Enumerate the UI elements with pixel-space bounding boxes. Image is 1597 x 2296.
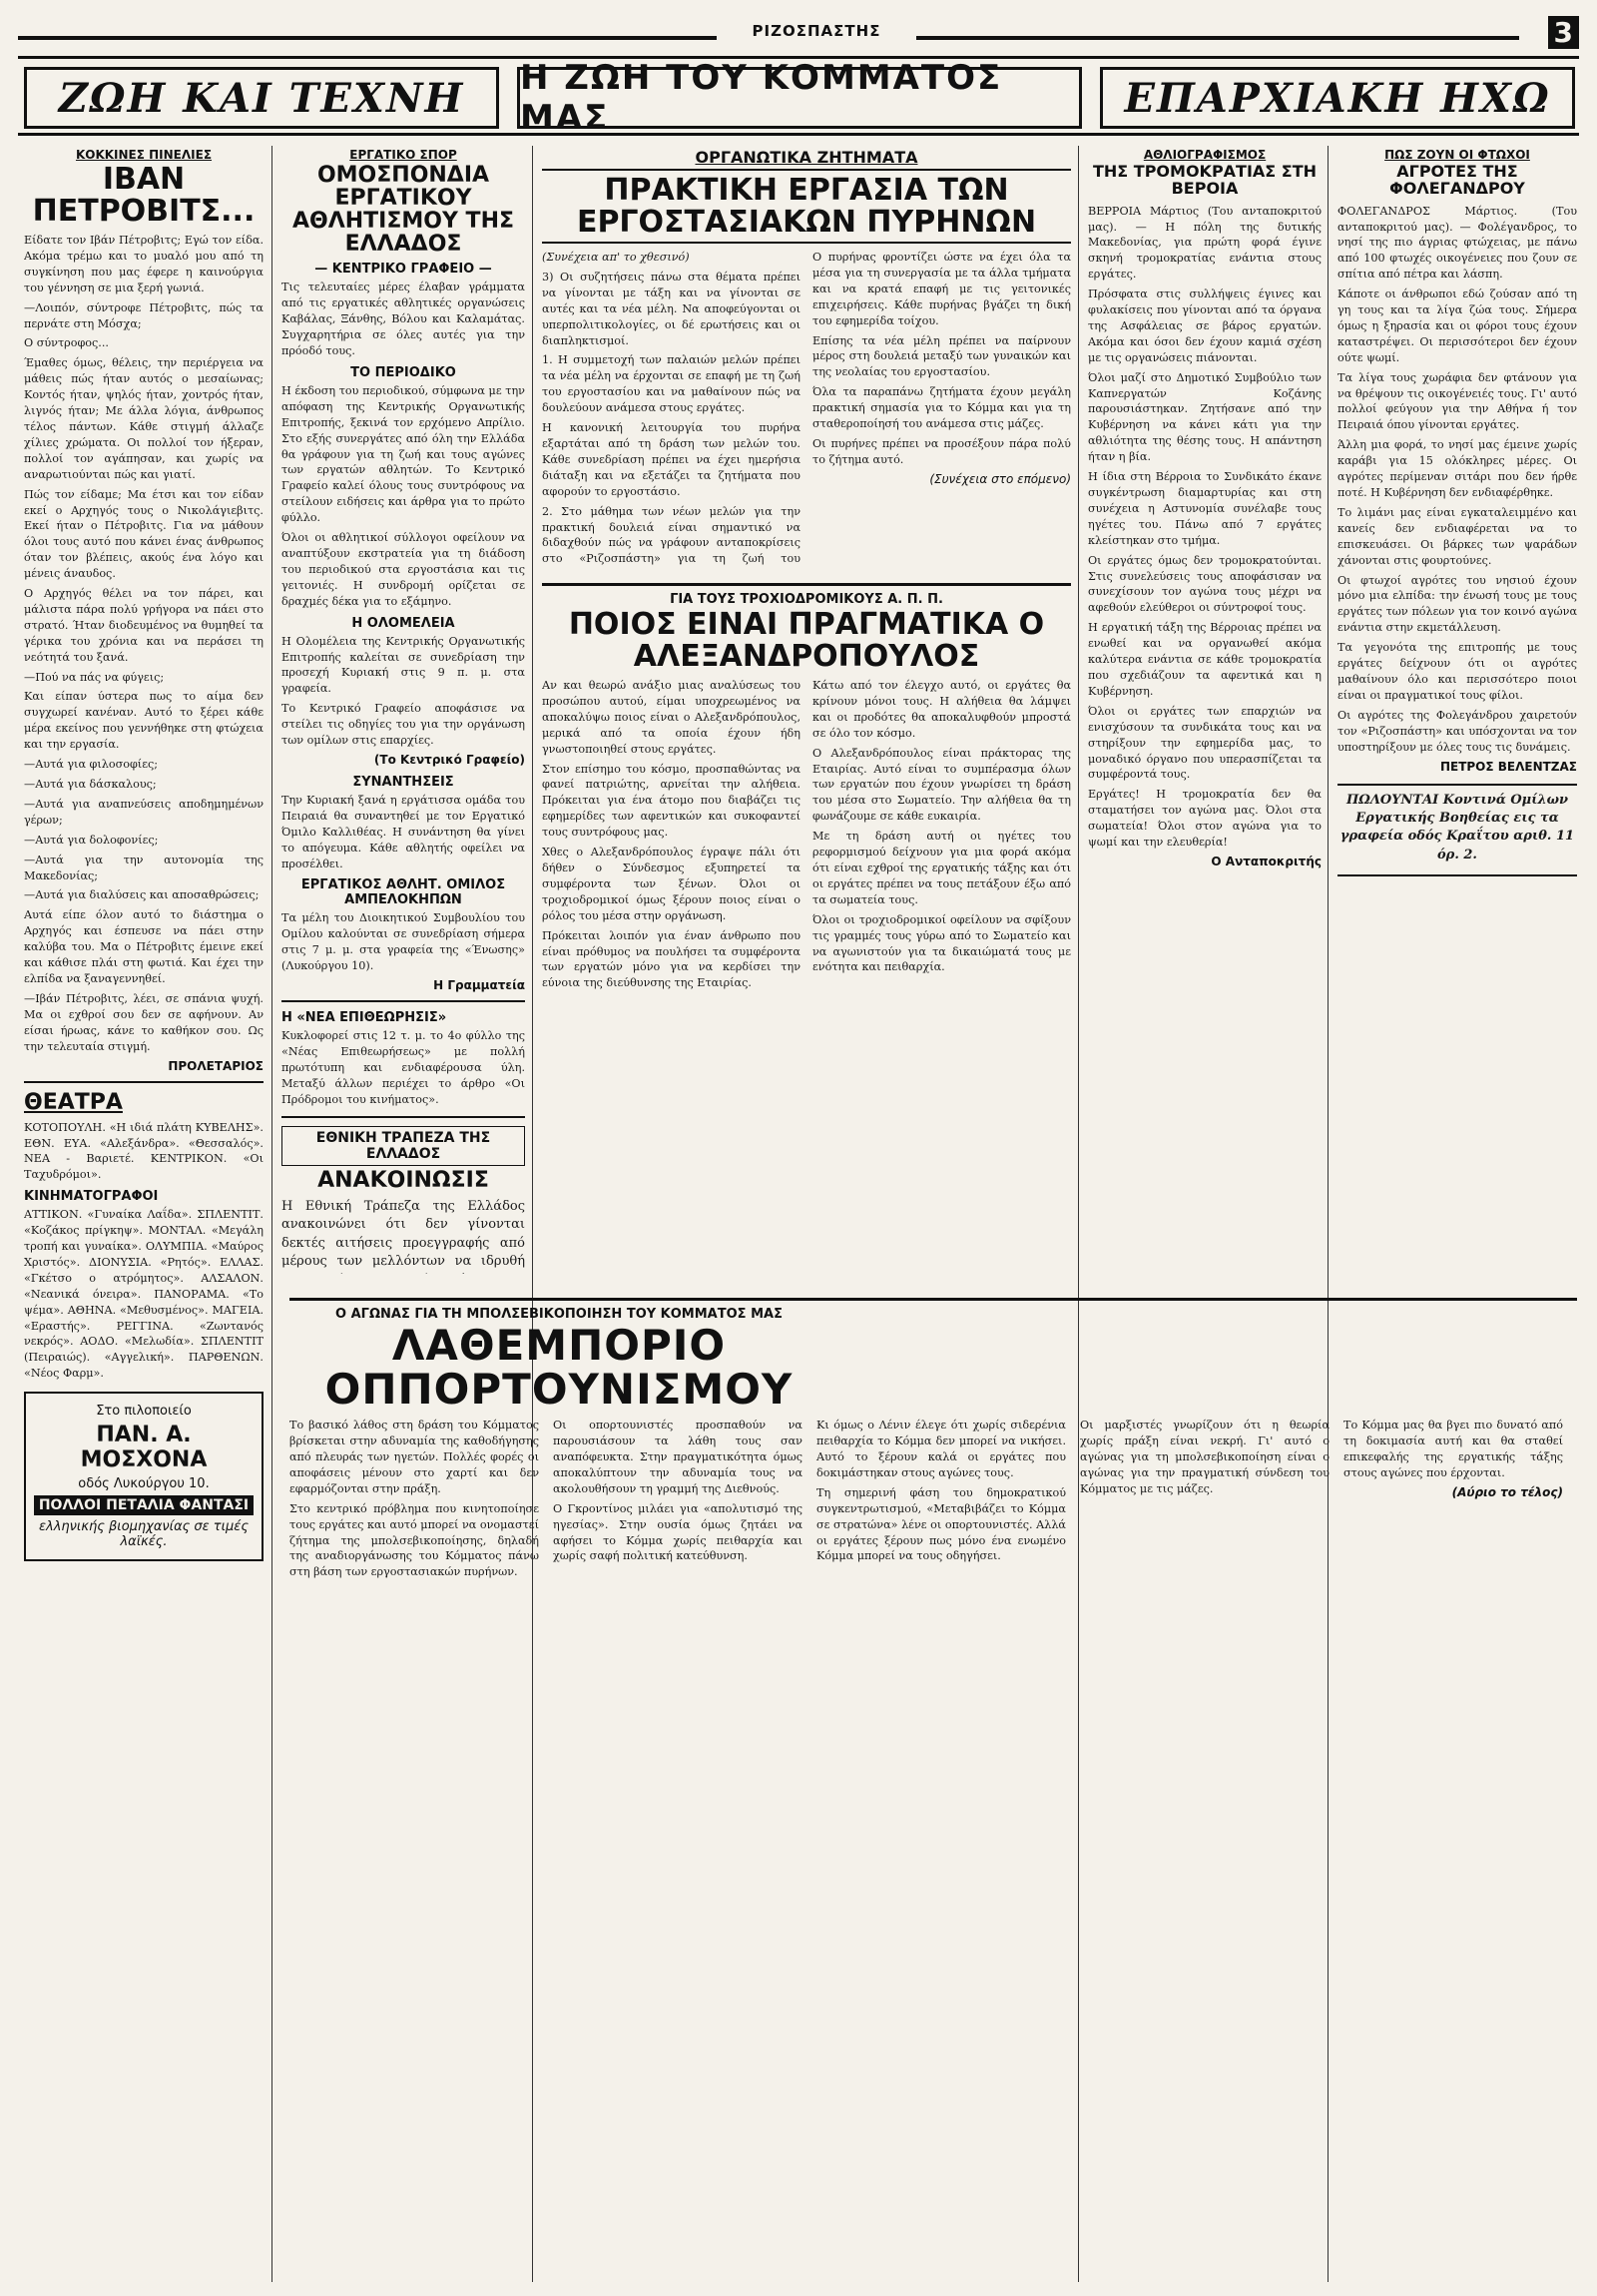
paragraph: Η ίδια στη Βέρροια το Συνδικάτο έκανε συγκέντρωση διαμαρτυρίας και στη συνέχεια η Αστυνομία συνέλαβε τους ηγέτες του. Πάνω από 7 εργάτες κλείστηκαν στο τμήμα. [1088,470,1322,547]
list-item: —Αυτά για δολοφονίες; [24,833,159,847]
paragraph: Τη σημερινή φάση του δημοκρατικού συγκεντρωτισμού, «Μεταβιβάζει το Κόμμα σε στρατώνα» λένε οι οπορτουνιστές. Αλλά οι εργάτες ξέρουν πως μόνο ένα ενωμένο Κόμμα μπορεί να τους οδηγήσει. [816,1485,1066,1563]
paragraph: Όλοι μαζί στο Δημοτικό Συμβούλιο των Καπνεργατών Κοζάνης παρουσιάστηκαν. Ζητήσανε από την Κυβέρνηση να κάνει κάτι για την αθλιότητα της θέσης τους. Η απάντηση ήταν η βία. [1088,370,1322,464]
ad-address: οδός Λυκούργου 10. [78,1476,210,1492]
column-workers-sport [281,146,525,1274]
paragraph: Και είπαν ύστερα πως το αίμα δεν συγχωρεί κανέναν. Αυτό το ξέρει κάθε μέρα εκείνος που γεννήθηκε στη φτώχεια και την εργασία. [24,690,264,752]
paragraph: Πρόσφατα στις συλλήψεις έγινες και φυλακίσεις που γίνονται από τα όργανα της Ασφάλειας σε βάρος εργατών. Ακόμα και όσοι δεν έχουν καμιά σχέση με τις οργανώσεις πιάνονται. [1088,287,1322,364]
article-headline: ΟΜΟΣΠΟΝΔΙΑ ΕΡΓΑΤΙΚΟΥ ΑΘΛΗΤΙΣΜΟΥ ΤΗΣ ΕΛΛΑΔΟΣ [291,163,515,258]
paragraph: Κάτω από τον έλεγχο αυτό, οι εργάτες θα κρίνουν μόνοι τους. Η αλήθεια θα λάμψει και οι προδότες θα αποκαλυφθούν μπροστά σε όλο τον κόσμο. [812,679,1071,740]
paragraph: Τα μέλη του Διοικητικού Συμβουλίου του Ομίλου καλούνται σε συνεδρίαση σήμερα στις 7 μ. μ. στα γραφεία της «Ένωσης» (Λυκούργου 10). [281,911,525,973]
paragraph: Κυκλοφορεί στις 12 τ. μ. το 4ο φύλλο της «Νέας Επιθεωρήσεως» με πολλή πρωτότυπη και ενδιαφέρουσα ύλη. Μεταξύ άλλων περιέχει το άρθρο «Οι Πρόδρομοι του κινήματος». [281,1029,525,1106]
divider [281,1116,525,1118]
paragraph: Οι μαρξιστές γνωρίζουν ότι η θεωρία χωρίς πράξη είναι νεκρή. Γι' αυτό ο αγώνας για τη μπολσεβικοποίηση είναι ο αγώνας για την πραγματική σύνδεση του Κόμματος με τις μάζες. [1080,1419,1330,1495]
list-item: —Αυτά για αναπνεύσεις αποδημημένων γέρων; [24,797,264,827]
paragraph: Το βασικό λάθος στη δράση του Κόμματος βρίσκεται στην αδυναμία της καθοδήγησης από πλευράς των ηγετών. Πολλές φορές οι αποφάσεις μένουν στο χαρτί και δεν εφαρμόζονται στην πράξη. [289,1419,539,1495]
paragraph: Την Κυριακή ξανά η εργάτισσα ομάδα του Πειραιά θα συναντηθεί με τον Εργατικό Όμιλο Καλλιθέας. Η συνάντηση θα γίνει το απόγευμα. Κάθε αθλητής οφείλει να προσέλθει. [281,793,525,870]
section-party-life: Η ΖΩΗ ΤΟΥ ΚΟΜΜΑΤΟΣ ΜΑΣ [517,67,1082,129]
article-signature: ΠΡΟΛΕΤΑΡΙΟΣ [168,1058,264,1073]
paragraph: —Ιβάν Πέτροβιτς, λέει, σε σπάνια ψυχή. Μα οι εχθροί σου δεν σε αφήνουν. Αν είσαι ήρωας, κάνε το καθήκον σου. Ως την τελευταία στιγμή. [24,991,264,1053]
article-column [542,250,800,565]
paragraph: Όλοι οι εργάτες των επαρχιών να ενισχύσουν τα συνδικάτα τους και να στηρίξουν την εφημερίδα μας, το μοναδικό όργανο που υπερασπίζεται τα συμφέροντά τους. [1088,704,1322,782]
continuation: (Συνέχεια στο επόμενο) [929,471,1071,486]
ad-highlight: ΠΟΛΛΟΙ ΠΕΤΑΛΙΑ ΦΑΝΤΑΣΙ [34,1495,254,1515]
article-column [553,1418,802,1584]
article-signature: Ο Ανταποκριτής [1211,854,1322,868]
paragraph: Επίσης τα νέα μέλη πρέπει να παίρνουν μέρος στη δουλειά μεταξύ των γυναικών και της νεολαίας του εργοστασίου. [812,333,1071,379]
paragraph: Οι αγρότες της Φολεγάνδρου χαιρετούν τον «Ριζοσπάστη» και υπόσχονται να τον υποστηρίξουν με όλες τους τις δυνάμεις. [1337,708,1577,754]
section-life-and-art: ΖΩΗ ΚΑΙ ΤΕΧΝΗ [24,67,499,129]
masthead-rule-left [18,36,717,40]
signature: Η Γραμματεία [433,978,525,993]
list-item: —Αυτά για διαλύσεις και αποσαθρώσεις; [24,888,260,902]
article-column [289,1418,539,1584]
paragraph: Στον επίσημο του κόσμο, προσπαθώντας να φανεί πατριώτης, αρνείται την αλήθεια. Πρόκειται για ένα άτομο που διαβάζει τις εφημερίδες των αφεντικών και συκοφαντεί τους συντρόφους μας. [542,762,800,840]
article-columns [542,250,1071,565]
theatre-title: ΘΕΑΤΡΑ [24,1089,123,1115]
paragraph: Πρόκειται λοιπόν για έναν άνθρωπο που είναι πρόθυμος να πουλήσει τα συμφέροντα των εργατών μόνο για να κερδίσει την εύνοια της διεύθυνσης της Εταιρίας. [542,928,800,990]
paragraph: Οι οπορτουνιστές προσπαθούν να παρουσιάσουν τα λάθη τους σαν αναπόφευκτα. Στην πραγματικότητα όμως αποκαλύπτουν την αδυναμία τους να ακολουθήσουν τη γραμμή της Διεθνούς. [553,1419,802,1495]
article-headline: ΑΓΡΟΤΕΣ ΤΗΣ ΦΟΛΕΓΑΝΔΡΟΥ [1389,162,1525,198]
list-item: —Αυτά για δάσκαλους; [24,778,157,791]
section-provincial-echo: ΕΠΑΡΧΙΑΚΗ ΗΧΩ [1100,67,1575,129]
article-kicker: ΓΙΑ ΤΟΥΣ ΤΡΟΧΙΟΔΡΟΜΙΚΟΥΣ Α. Π. Π. [670,592,943,607]
article-kicker: ΑΘΛΙΟΓΡΑΦΙΣΜΟΣ [1143,148,1267,162]
paragraph: Οι εργάτες όμως δεν τρομοκρατούνται. Στις συνελεύσεις τους αποφάσισαν να συνεχίσουν τον αγώνα τους μέχρι να αφεθούν ελεύθεροι οι σύντροφοί τους. [1088,553,1322,615]
ad-tail: ελληνικής βιομηχανίας σε τιμές λαϊκές. [39,1519,249,1550]
paragraph: Το Κόμμα μας θα βγει πιο δυνατό από τη δοκιμασία αυτή και θα σταθεί επικεφαλής της εργατικής τάξης στους αγώνες που έρχονται. [1343,1419,1563,1479]
article-column [812,678,1071,995]
article-headline: ΠΟΙΟΣ ΕΙΝΑΙ ΠΡΑΓΜΑΤΙΚΑ Ο ΑΛΕΞΑΝΔΡΟΠΟΥΛΟΣ [568,607,1045,674]
subheading: ΤΟ ΠΕΡΙΟΔΙΚΟ [350,364,456,380]
article-headline: ΠΡΑΚΤΙΚΗ ΕΡΓΑΣΙΑ ΤΩΝ ΕΡΓΟΣΤΑΣΙΑΚΩΝ ΠΥΡΗΝΩΝ [542,169,1071,244]
paragraph: Η έκδοση του περιοδικού, σύμφωνα με την απόφαση της Κεντρικής Οργανωτικής Επιτροπής, ξεκινά τον ερχόμενο Απρίλιο. Στο εξής συνεργάτες από όλη την Ελλάδα θα γράφουν για τη ζωή και τους αγώνες των εργατών αθλητών. Το Κεντρικό Γραφείο καλεί όλους τους συντρόφους να στείλουν ειδήσεις και άρθρα για το πρώτο φύλλο. [281,383,525,525]
paragraph: Αυτά είπε όλον αυτό το διάστημα ο Αρχηγός και έσπευσε να πάει στην καλύβα του. Μα ο Πέτροβιτς έμεινε εκεί και κάθισε πλάι στη φωτιά. Και έχει την ελπίδα να ξαναγεννηθεί. [24,908,264,985]
paragraph: Οι φτωχοί αγρότες του νησιού έχουν μόνο μια ελπίδα: την ένωσή τους με τους εργάτες των πόλεων για τον κοινό αγώνα ενάντια στην εκμετάλλευση. [1337,573,1577,635]
article-column [1080,1418,1330,1584]
ad-intro: Στο πιλοποιείο [96,1404,192,1420]
paragraph: Άλλη μια φορά, το νησί μας έμεινε χωρίς καράβι για 15 ολόκληρες μέρες. Οι αγρότες περίμεναν σιτάρι που δεν ήρθε ποτέ. Η Κυβέρνηση δεν ενδιαφέρθηκε. [1337,438,1577,499]
paragraph: Αν και θεωρώ ανάξιο μιας αναλύσεως του προσώπου αυτού, είμαι υποχρεωμένος να αποκαλύψω ποιος είναι ο Αλεξανδρόπουλος, μερικά από τα οποία έχουν ήδη γνωστοποιηθεί στους εργάτες. [542,679,800,756]
column-organisational [542,146,1071,565]
list-item: —Αυτά για φιλοσοφίες; [24,758,159,772]
subheading: Η ΟΛΟΜΕΛΕΙΑ [351,615,455,631]
paragraph: Το Κεντρικό Γραφείο αποφάσισε να στείλει τις οδηγίες του για την οργάνωση των ομίλων στις επαρχίες. [281,702,525,748]
article-alexandropoulos [542,583,1071,1285]
paragraph: Κάποτε οι άνθρωποι εδώ ζούσαν από τη γη τους και τα λίγα ζώα τους. Σήμερα όμως η ξηρασία και οι φόροι τους έχουν καταστρέψει. Οι περισσότεροι δεν έχουν ούτε ψωμί. [1337,287,1577,364]
paragraph: Οι πυρήνες πρέπει να προσέξουν πάρα πολύ το ζήτημα αυτό. [812,436,1071,466]
masthead [18,8,1579,52]
paragraph: Χθες ο Αλεξανδρόπουλος έγραψε πάλι ότι δήθεν ο Σύνδεσμος εξυπηρετεί τα συμφέροντα των ξένων. Όλοι οι τροχιοδρομικοί όμως ξέρουν ποιος είναι ο ρόλος του μέσα στην οργάνωση. [542,846,800,922]
article-columns [289,1418,1577,1584]
divider [24,1081,264,1083]
article-columns [542,678,1071,995]
paragraph: Στο κεντρικό πρόβλημα που κινητοποίησε τους εργάτες και αυτό μπορεί να ονομαστεί ζήτημα της μπολσεβικοποίησης, δηλαδή της αναδιοργάνωσης του Κόμματος πάνω στη βάση των εργοστασιακών πυρήνων. [289,1501,539,1579]
paragraph: —Λοιπόν, σύντροφε Πέτροβιτς, πώς τα περνάτε στη Μόσχα; [24,300,264,330]
section-headers [18,56,1579,136]
subheading: ΣΥΝΑΝΤΗΣΕΙΣ [352,774,454,790]
cinema-listing: ΑΤΤΙΚΟΝ. «Γυναίκα Λαΐδα». ΣΠΛΕΝΤΙΤ. «Κοζάκος πρίγκηψ». ΜΟΝΤΑΛ. «Μεγάλη τροπή και γυναίκα». ΟΛΥΜΠΙΑ. «Μαύρος Χριστός». ΔΙΟΝΥΣΙΑ. «Ρητός». ΕΛΛΑΣ. «Γκέτσο ο ατρόμητος». ΑΛΣΑΛΟΝ. «Νεανικά όνειρα». ΠΑΝΟΡΑΜΑ. «Το ψέμα». ΑΘΗΝΑ. «Μεθυσμένος». ΜΑΓΕΙΑ. «Εραστής». ΡΕΓΓΙΝΑ. «Ζωντανός νεκρός». ΑΟΔΟ. «Μελωδία». ΣΠΛΕΝΤΙΤ (Πειραιώς). «Αγγελική». ΠΑΡΘΕΝΩΝ. «Νέος Φαρμ». [24,1208,264,1381]
paragraph: Είδατε τον Ιβάν Πέτροβιτς; Εγώ τον είδα. Ακόμα τρέμω και το μυαλό μου από τη συγκίνηση που μας έφερε η καινούργια του γέννηση σε μια ξερή γωνιά. [24,234,264,294]
theatre-listing: ΚΟΤΟΠΟΥΛΗ. «Η ιδιά πλάτη ΚΥΒΕΛΗΣ». ΕΘΝ. ΕΥΑ. «Αλεξάνδρα». «Θεσσαλός». ΝΕΑ - Βαριετέ. ΚΕΝΤΡΙΚΟΝ. «Οι Ταχυδρόμοι». [24,1120,264,1182]
list-item: —Αυτά για την αυτονομία της Μακεδονίας; [24,853,264,882]
divider [281,1000,525,1002]
paragraph: 3) Οι συζητήσεις πάνω στα θέματα πρέπει να γίνονται με τάξη και να γίνονται σε αυτές και τα νέα μέλη. Να αποφεύγονται οι υπερπολιτικολογίες, οι δέ ερωτήσεις και οι διαπληκτισμοί. [542,270,800,347]
paragraph: Ο σύντροφος... [24,336,109,350]
paragraph: Τα λίγα τους χωράφια δεν φτάνουν για να θρέψουν τις οικογένειές τους. Γι' αυτό πολλοί φεύγουν για την Αθήνα ή τον Πειραιά όπου γίνονται εργάτες. [1337,370,1577,432]
article-column [1343,1418,1563,1584]
bank-subtitle: ΑΝΑΚΟΙΝΩΣΙΣ [317,1167,489,1193]
article-opportunism [289,1298,1577,2289]
ad-name: ΠΑΝ. Α. ΜΟΣΧΟΝΑ [80,1423,208,1473]
column-rule [271,146,272,2282]
article-kicker: ΠΩΣ ΖΟΥΝ ΟΙ ΦΤΩΧΟΙ [1384,148,1530,162]
bank-title: ΕΘΝΙΚΗ ΤΡΑΠΕΖΑ ΤΗΣ ΕΛΛΑΔΟΣ [281,1126,525,1166]
article-headline: ΛΑΘΕΜΠΟΡΙΟ ΟΠΠΟΡΤΟΥΝΙΣΜΟΥ [324,1321,794,1415]
subheading: Η «ΝΕΑ ΕΠΙΘΕΩΡΗΣΙΣ» [281,1010,447,1026]
signature: (Το Κεντρικό Γραφείο) [373,752,525,767]
bank-notice: Η Εθνική Τράπεζα της Ελλάδος ανακοινώνει ότι δεν γίνονται δεκτές αιτήσεις προεγγραφής από μέρους των μελλόντων να ιδρυθή [281,1198,525,1270]
paragraph: Τα γεγονότα της επιτροπής με τους εργάτες δείχνουν ότι οι αγρότες μαθαίνουν όλο και περισσότερο ποιοι είναι οι πραγματικοί τους φίλοι. [1337,641,1577,702]
paragraph: Όλοι οι τροχιοδρομικοί οφείλουν να σφίξουν τις γραμμές τους γύρω από το Σωματείο και να αγωνιστούν για τα δικαιώματά τους με ενότητα και πειθαρχία. [812,912,1071,974]
column-life-art [24,146,264,2282]
paragraph: Το λιμάνι μας είναι εγκαταλειμμένο και κανείς δεν ενδιαφέρεται να το επισκευάσει. Οι βάρκες των ψαράδων χάνονται στις φουρτούνες. [1337,505,1577,567]
continuation: (Αύριο το τέλος) [1451,1484,1563,1499]
paragraph: ΒΕΡΡΟΙΑ Μάρτιος (Του ανταποκριτού μας). — Η πόλη της δυτικής Μακεδονίας, για πρώτη φορά έγινε σκηνή τρομοκρατίας ενάντια στους εργάτες. [1088,204,1322,282]
paragraph: Η εργατική τάξη της Βέρροιας πρέπει να ενωθεί και να οργανωθεί ακόμα καλύτερα ενάντια σε κάθε τρομοκρατία που σχεδιάζουν τα αφεντικά και η Κυβέρνηση. [1088,621,1322,698]
paper-name: ΡΙΖΟΣΠΑΣΤΗΣ [752,22,881,40]
article-headline: ΙΒΑΝ ΠΕΤΡΟΒΙΤΣ... [32,162,256,229]
article-column [816,1418,1066,1584]
paragraph: Ο Αλεξανδρόπουλος είναι πράκτορας της Εταιρίας. Αυτό είναι το συμπέρασμα όλων των εργατών που έχουν γνωρίσει τη δράση του μέσα στο Σωματείο. Την αλήθεια θα τη φωνάζουμε σε κάθε ευκαιρία. [812,746,1071,824]
paragraph: Ο Γκροντίνος μιλάει για «απολυτισμό της ηγεσίας». Στην ουσία όμως ζητάει να αφήσει το Κόμμα χωρίς πειθαρχία και χωρίς σαφή πολιτική κατεύθυνση. [553,1501,802,1563]
article-column [542,678,800,995]
article-column [812,250,1071,565]
subheading: — ΚΕΝΤΡΙΚΟ ΓΡΑΦΕΙΟ — [314,262,492,278]
article-headline: ΤΗΣ ΤΡΟΜΟΚΡΑΤΙΑΣ ΣΤΗ ΒΕΡΟΙΑ [1092,162,1318,198]
paragraph: Όλοι οι αθλητικοί σύλλογοι οφείλουν να αναπτύξουν εκστρατεία για τη διάδοση του περιοδικού στα εργοστάσια και τις γειτονιές. Η συνδρομή ορίζεται σε δραχμές δέκα για το εξάμηνο. [281,531,525,608]
paragraph: Η κανονική λειτουργία του πυρήνα εξαρτάται από τη δράση των μελών του. Κάθε συνεδρίαση πρέπει να έχει ημερήσια διάταξη και να εξετάζει τα ζητήματα που αφορούν το εργοστάσιο. [542,421,800,498]
article-heading-block [289,1307,828,1415]
paragraph: Κι όμως ο Λένιν έλεγε ότι χωρίς σιδερένια πειθαρχία το Κόμμα δεν μπορεί να νικήσει. Αυτό το ξέρουν καλά οι εργάτες που δοκιμάστηκαν στους αγώνες τους. [816,1419,1066,1479]
page-number: 3 [1548,16,1579,49]
paragraph: Πώς τον είδαμε; Μα έτσι και τον είδαν εκεί ο Αρχηγός τους ο Νικολάγιεβιτς. Εκεί ήταν ο Πέτροβιτς. Για να μάθουν όλοι τους αυτό που κάνει ένας άνθρωπος όταν τον βλέπεις, ακούς ένα λόγο και μένεις άναυδος. [24,487,264,581]
sale-notice [1337,784,1577,877]
paragraph: Ο Αρχηγός θέλει να τον πάρει, και μάλιστα πάρα πολύ γρήγορα να πάει στο στρατό. Ήταν διοδευμένος να θυμηθεί τα γέρικα του χρόνια και να περάσει τη νεότητά του ξανά. [24,587,264,664]
sale-notice-text: ΠΩΛΟΥΝΤΑΙ Κοντινά Ομίλων Εργατικής Βοηθείας εις τα γραφεία οδός Κραΐτου αριθ. 11 όρ. 2. [1339,792,1575,862]
subheading: ΕΡΓΑΤΙΚΟΣ ΑΘΛΗΤ. ΟΜΙΛΟΣ ΑΜΠΕΛΟΚΗΠΩΝ [300,877,506,908]
paragraph: Εργάτες! Η τρομοκρατία δεν θα σταματήσει τον αγώνα μας. Όλοι στα σωματεία! Όλοι στον αγώνα για το ψωμί και την ελευθερία! [1088,788,1322,850]
paragraph: —Πού να πάς να φύγεις; [24,670,165,684]
masthead-rule-right [916,36,1519,40]
article-kicker: ΚΟΚΚΙΝΕΣ ΠΙΝΕΛΙΕΣ [75,148,213,162]
paragraph: 1. Η συμμετοχή των παλαιών μελών πρέπει τα νέα μέλη να έρχονται σε επαφή με τη ζωή του εργοστασίου και να μαθαίνουν πώς να δουλεύουν ανάμεσα στους εργάτες. [542,353,800,415]
article-kicker: ΟΡΓΑΝΩΤΙΚΑ ΖΗΤΗΜΑΤΑ [695,148,918,167]
paragraph: Ο πυρήνας φροντίζει ώστε να έχει όλα τα μέσα για τη συνεργασία με τα άλλα τμήματα και να κρατά επαφή με τις γειτονικές επιχειρήσεις. Κάθε πυρήνας βγάζει τη δική του εφημερίδα τοίχου. [812,251,1071,327]
paragraph: ΦΟΛΕΓΑΝΔΡΟΣ Μάρτιος. (Του ανταποκριτού μας). — Φολέγανδρος, το νησί της πιο άγριας φτώχειας, με πάνω από 100 φτωχές οικογένειες που ζουν σε σπίτια από πέτρα και λάσπη. [1337,204,1577,282]
cinema-title: ΚΙΝΗΜΑΤΟΓΡΑΦΟΙ [24,1189,159,1205]
paragraph: 2. Στο μάθημα των νέων μελών για την πρακτική δουλειά είναι σημαντικό να διδαχθούν πώς να γράφουν ανταποκρίσεις στο «Ριζοσπάστη» για τη ζωή του [542,504,800,565]
paragraph: Τις τελευταίες μέρες έλαβαν γράμματα από τις εργατικές αθλητικές οργανώσεις Καβάλας, Ξάνθης, Βόλου και Καλαμάτας. Συγχαρητήρια σε όλες αυτές για την πρόοδό τους. [281,281,525,357]
paragraph: Όλα τα παραπάνω ζητήματα έχουν μεγάλη πρακτική σημασία για το Κόμμα και για τη σταθεροποίησή του ανάμεσα στις μάζες. [812,385,1071,431]
paragraph: Με τη δράση αυτή οι ηγέτες του ρεφορμισμού δείχνουν για μια φορά ακόμα ότι είναι εχθροί της εργατικής τάξης και ότι οι εργάτες πρέπει να τους πετάξουν έξω από τα σωματεία τους. [812,830,1071,906]
advertisement [24,1392,264,1561]
article-kicker: Ο ΑΓΩΝΑΣ ΓΙΑ ΤΗ ΜΠΟΛΣΕΒΙΚΟΠΟΙΗΣΗ ΤΟΥ ΚΟΜΜΑΤΟΣ ΜΑΣ [335,1307,783,1322]
article-signature: ΠΕΤΡΟΣ ΒΕΛΕΝΤΖΑΣ [1439,759,1577,774]
paragraph: Η Ολομέλεια της Κεντρικής Οργανωτικής Επιτροπής καλείται σε συνεδρίαση την προσεχή Κυριακή στις 9 π. μ. στα γραφεία. [281,634,525,696]
paragraph: Έμαθες όμως, θέλεις, την περιέργεια να μάθεις πώς ήταν αυτός ο μεσαίωνας; Κοντός ήταν, ψηλός ήταν, χοντρός ήταν, λιγνός ήταν; Με άλλα λόγια, άνθρωπος τέλος πάντων. Κάθε στιγμή άλλαζε χίλιες χρώματα. Οι πολλοί τον ήξεραν, πολλοί τον αγάπησαν, και χωρίς να αναρωτιούνται πώς και γιατί. [24,356,264,481]
article-kicker: ΕΡΓΑΤΙΚΟ ΣΠΟΡ [349,148,457,162]
paragraph: (Συνέχεια απ' το χθεσινό) [542,251,690,264]
